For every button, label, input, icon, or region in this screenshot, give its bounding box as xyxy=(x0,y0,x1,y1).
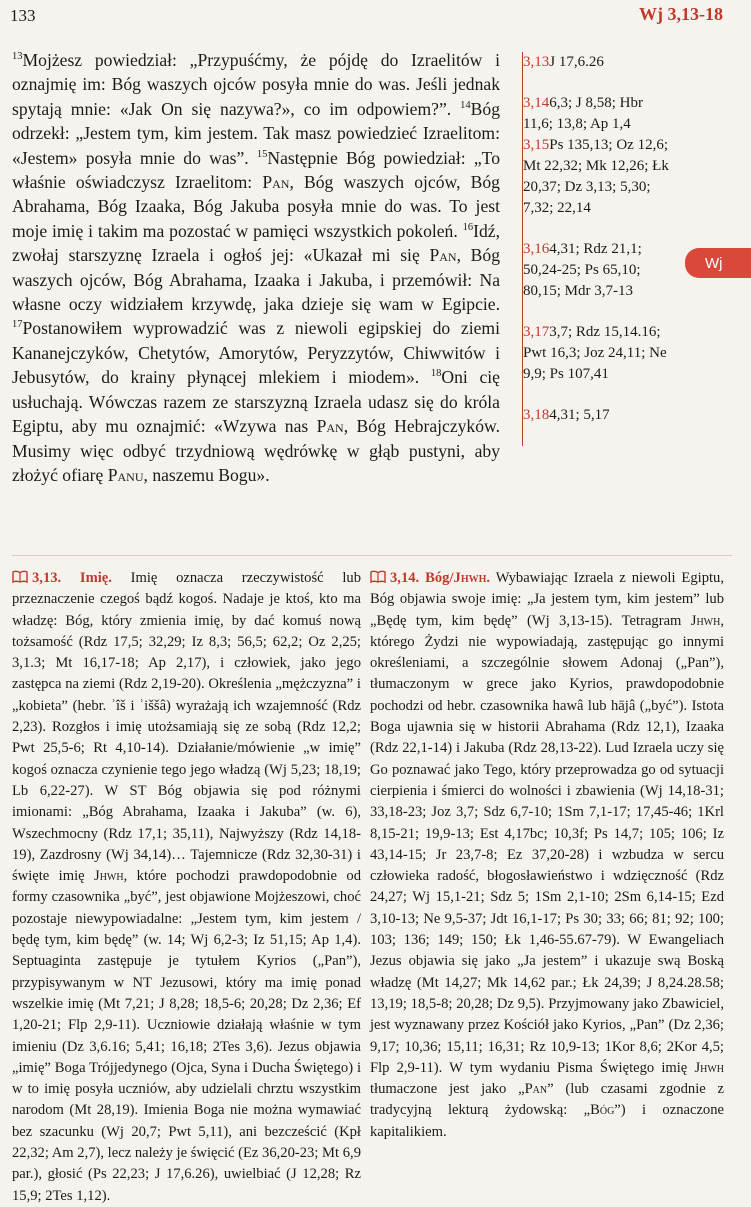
note-heading: 3,13. Imię. xyxy=(32,570,112,586)
commentary-right-column xyxy=(370,568,724,1143)
cross-ref-3-17: 3,173,7; Rdz 15,14.16; Pwt 16,3; Joz 24,11; Ne 9,9; Ps 107,41 xyxy=(523,324,667,382)
verse-14: $^{14}$Bóg odrzekł: „Jestem tym, kim jestem. Tak masz powiedzieć Izraelitom: «Jestem» posyła mnie do was”. xyxy=(12,98,500,168)
chapter-tab[interactable] xyxy=(685,248,751,278)
notes-divider xyxy=(12,555,732,556)
verse-16: $^{16}$Idź, zwołaj starszyznę Izraela i ogłoś jej: «Ukazał mi się Pan, Bóg waszych ojców, Bóg Abrahama, Izaaka i Jakuba, i przemówił: Na własne oczy widziałem krzywdę, jaka dzieje się wam w Egipcie. xyxy=(12,220,500,315)
verse-17: $^{17}$Postanowiłem wyprowadzić was z niewoli egipskiej do ziemi Kananejczyków, Chetytów, Amorytów, Peryzzytów, Chiwwitów i Jebusytów, do krainy płynącej mlekiem i miodem». xyxy=(12,318,500,388)
verse-number: 17 xyxy=(12,319,23,331)
cross-ref-3-13: 3,13J 17,6.26 xyxy=(523,54,604,70)
verse-number: 15 xyxy=(256,148,268,160)
note-bog-jhwh: 3,14. Bóg/Jhwh. Wybawiając Izraela z niewoli Egiptu, Bóg objawia swoje imię: „Ja jestem tym, kim jestem” lub „Będę tym, kim będę” (Wj 3,13-15). Tetragram Jhwh, którego Żydzi nie wypowiadają, zastępując go innymi określeniami, a szczególnie słowem Adonaj („Pan”), tłumaczonym w grece jako Kyrios, prawdopodobnie pochodzi od hebr. czasownika hawâ lub hājâ („być”). Istota Boga ujawnia się w historii Abrahama (Rdz 12,1), Izaaka (Rdz 22,1-14) i Jakuba (Rdz 28,13-22). Lud Izraela uczy się Go poznawać jako Tego, który przeprowadza go od sytuacji cierpienia i śmierci do wolności i zbawienia (Wj 14,18-31; 33,18-23; Joz 3,7; Sdz 6,7-10; 1Sm 7,1-17; 17,45-46; 1Krl 8,15-21; 19,9-13; Est 4,17bc; 10,3f; Ps 14,7; 105; 106; Iz 43,14-15; Jr 23,7-8; Ez 37,20-28) i wzbudza w sercu człowieka radość, błogosławieństwo i wdzięczność (Rdz 24,27; Wj 15,1-21; Sdz 5; 1Sm 2,1-10; 2Sm 6,14-15; Ezd 3,10-13; Ne 9,5-37; Jdt 16,1-17; Ps 30; 33; 66; 81; 92; 100; 103; 136; 149; 150; Łk 1,46-55.67-79). W Ewangeliach Jezus objawia się jako „Ja jestem” i ukazuje swą Boską władzę (Mt 14,27; Mk 14,62 par.; Łk 24,39; J 8,24.28.58; 13,19; 18,5-8; 20,28; Dz 9,5). Przyjmowany jako Zbawiciel, jest wyznawany przez Kościół jako Kyrios, „Pan” (Dz 2,36; 9,17; 10,36; 15,11; 16,31; Rz 10,9-13; 1Kor 8,6; 2Kor 4,5; Flp 2,9-11). W tym wydaniu Pisma Świętego imię Jhwh tłumaczone jest jako „Pan” (lub czasami zgodnie z tradycyjną lekturą żydowską: „Bóg”) i oznaczone kapitalikiem. xyxy=(370,570,725,1140)
verse-15: $^{15}$Następnie Bóg powiedział: „To właśnie oświadczysz Izraelitom: Pan, Bóg waszych ojców, Bóg Abrahama, Bóg Izaaka, Bóg Jakuba posyła mnie do was. To jest moje imię i takim ma pozostać w pamięci wszystkich pokoleń. xyxy=(12,147,500,241)
verse-13: $^{13}$Mojżesz powiedział: „Przypuśćmy, że pójdę do Izraelitów i oznajmię im: Bóg waszych ojców posyła mnie do was. Jeśli jednak spytają mnie: «Jak On się nazywa?», co im odpowiem?”. xyxy=(12,50,500,119)
verse-number: 14 xyxy=(460,99,471,111)
commentary-left-column xyxy=(12,568,361,1207)
verse-number: 13 xyxy=(12,51,23,63)
cross-ref-3-14: 3,146,3; J 8,58; Hbr 11,6; 13,8; Ap 1,4 xyxy=(523,95,643,132)
cross-ref-3-18: 3,184,31; 5,17 xyxy=(523,407,610,423)
verse-number: 16 xyxy=(462,221,474,233)
page-number: 133 xyxy=(10,6,36,25)
verse-number: 18 xyxy=(430,368,442,380)
cross-references xyxy=(522,52,673,446)
open-book-icon xyxy=(370,570,386,583)
note-imie: 3,13. Imię. Imię oznacza rzeczywistość lub przeznaczenie czegoś bądź kogoś. Nadaje je ktoś, kto ma władzę: Bóg, który zmienia imię, by dać komuś nową tożsamość (Rdz 17,5; 32,29; Iz 8,3; 56,5; 62,2; Oz 2,25; 3,1.3; Mt 16,17-18; Ap 2,17), i człowiek, jako jego zastępca na ziemi (Rdz 2,19-20). Określenia „mężczyzna” i „kobieta” (hebr. ʾîš i ʾiššâ) wyrażają ich wzajemność (Rdz 2,23). Rozgłos i imię utożsamiają się ze sobą (Rdz 12,2; Pwt 25,5-6; Rt 4,10-14). Działanie/mówienie „w imię” kogoś oznacza czynienie tego jego władzą (Wj 5,23; 18,19; Lb 6,22-27). W ST Bóg objawia się pod różnymi imionami: „Bóg Abrahama, Izaaka i Jakuba” (w. 6), Wszechmocny (Rdz 17,1; 35,11), Najwyższy (Rdz 14,18-19), Zazdrosny (Wj 34,14)… Tajemnicze (Rdz 32,30-31) i święte imię Jhwh, które pochodzi prawdopodobnie od formy czasownika „być”, jest objawione Mojżeszowi, choć pozostaje niewypowiadalne: „Jestem tym, kim jestem / będę tym, kim będę” (w. 14; Wj 6,2-3; Iz 51,15; Ap 1,4). Septuaginta zastępuje je tytułem Kyrios („Pan”), przypisywanym w NT Jezusowi, który ma imię ponad wszelkie imię (Mt 7,21; J 8,28; 18,5-6; 20,28; Dz 2,36; Ef 1,20-21; Flp 2,9-11). Uczniowie działają właśnie w tym imieniu (Dz 3,6.16; 5,41; 16,18; 2Tes 3,6). Jezus objawia „imię” Boga Trójjedynego (Ojca, Syna i Ducha Świętego) i w to imię posyła uczniów, aby udzielali chrztu wszystkim narodom (Mt 28,19). Imienia Boga nie można wymawiać bez szacunku (Wj 20,7; Pwt 5,11), ani bezcześcić (Kpł 22,32; Am 2,7), lecz należy je święcić (Ez 36,20-23; Mt 6,9 par.), głosić (Ps 22,23; J 17,6.26), uwielbiać (J 12,28; Rz 15,9; 2Tes 1,12). xyxy=(12,570,361,1204)
running-head: Wj 3,13-18 xyxy=(639,4,723,24)
scripture-text xyxy=(12,48,500,487)
chapter-tab-label: Wj xyxy=(705,254,723,272)
cross-ref-3-16: 3,164,31; Rdz 21,1; 50,24-25; Ps 65,10; 80,15; Mdr 3,7-13 xyxy=(523,241,642,299)
open-book-icon xyxy=(12,570,28,583)
cross-ref-3-15: 3,15Ps 135,13; Oz 12,6; Mt 22,32; Mk 12,26; Łk 20,37; Dz 3,13; 5,30; 7,32; 22,14 xyxy=(523,137,669,216)
note-heading: 3,14. Bóg/Jhwh. xyxy=(390,570,491,586)
verse-18: $^{18}$Oni cię usłuchają. Wówczas razem ze starszyzną Izraela udasz się do króla Egiptu, aby mu oznajmić: «Wzywa nas Pan, Bóg Hebrajczyków. Musimy więc odbyć trzydniową wędrówkę w głąb pustyni, aby złożyć ofiarę Panu, naszemu Bogu». xyxy=(12,367,500,485)
